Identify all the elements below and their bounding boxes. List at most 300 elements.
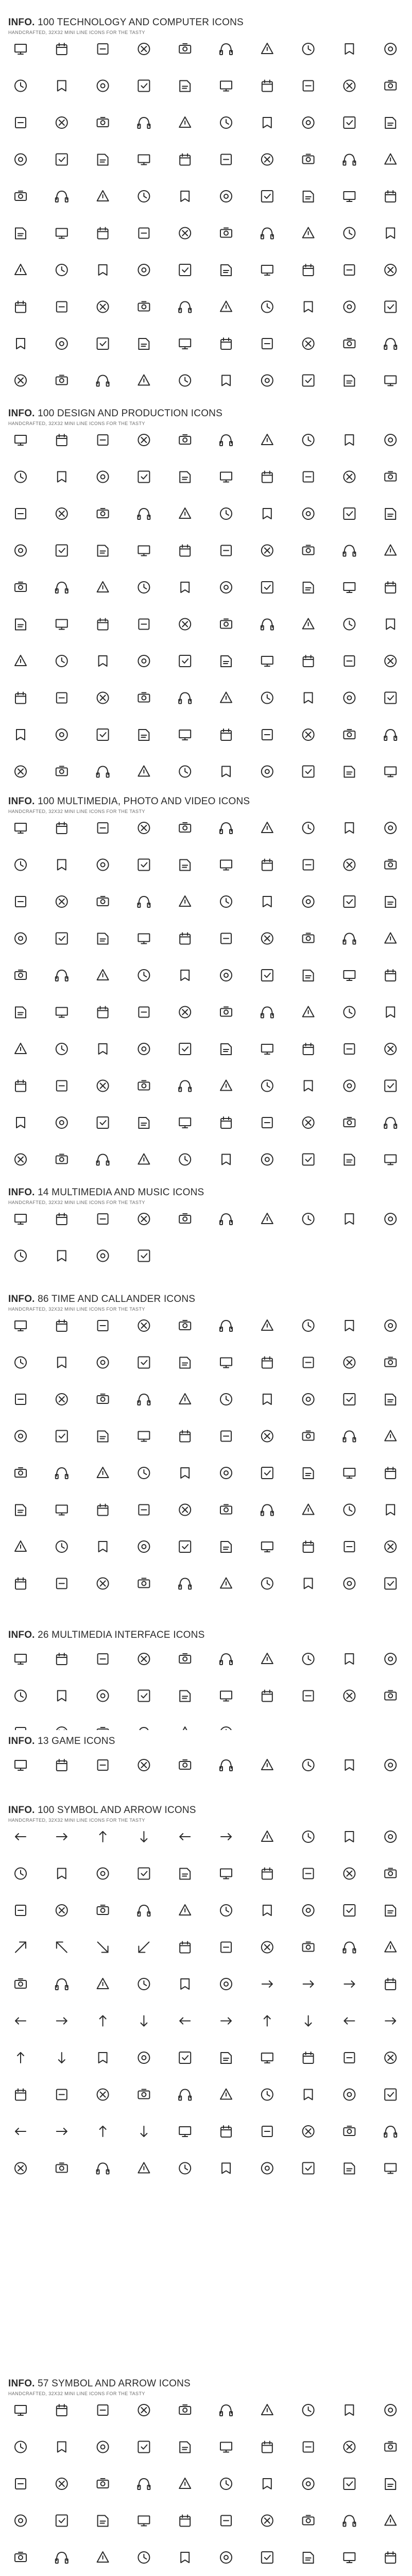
map-icon: [262, 1759, 273, 1770]
torus-icon: [261, 619, 273, 630]
arrows-h-icon: [262, 1981, 272, 1987]
film-cloud-icon: [344, 971, 355, 980]
note-icon: [15, 1214, 26, 1224]
bell-off-icon: [220, 1467, 232, 1479]
x-box-icon: [179, 2405, 191, 2414]
light-box-icon: [344, 1155, 354, 1165]
vinyl-icon: [262, 1213, 273, 1224]
grid-icon: [344, 471, 355, 483]
flash-icon: [220, 1007, 232, 1016]
repeat-icon: [58, 1691, 66, 1701]
warning-icon: [303, 2442, 314, 2452]
select-icon: [344, 2478, 355, 2489]
sync-icon: [138, 1868, 149, 1879]
clock-1-icon: [57, 1320, 67, 1331]
collapse-icon: [385, 1869, 396, 1878]
ungroup-icon: [303, 472, 314, 482]
stopwatch-x-icon: [180, 1431, 190, 1442]
magic-wand-icon: [385, 509, 396, 519]
icon-grid: [0, 817, 412, 1167]
tv-icon: [15, 375, 26, 386]
lasso-icon: [344, 508, 355, 519]
screen-icon: [97, 1080, 109, 1092]
ticket-icon: [262, 1080, 273, 1092]
drag-icon: [344, 2163, 354, 2174]
tablet-icon: [15, 191, 26, 200]
film-icon: [15, 970, 26, 979]
section-subtitle: HANDCRAFTED, 32X32 MINI LINE ICONS FOR THE TASTY: [8, 30, 145, 35]
drone-icon: [138, 264, 149, 276]
diag-ne-icon: [15, 1942, 26, 1953]
spotlight-icon: [344, 1080, 355, 1092]
calendar-event-icon: [386, 1505, 394, 1515]
video-cloud-icon: [344, 859, 355, 871]
headphones-icon: [58, 1251, 66, 1261]
lamp-icon: [303, 375, 314, 386]
protractor-icon: [303, 655, 314, 667]
glue-icon: [262, 692, 273, 704]
info-icon: [138, 2442, 149, 2453]
saw-icon: [138, 693, 149, 702]
link-icon: [304, 302, 313, 312]
vinyl-icon: [262, 375, 273, 386]
tv-icon: [138, 1081, 149, 1090]
box-right-icon: [263, 1905, 271, 1916]
history-icon: [220, 1578, 232, 1588]
mockup-icon: [385, 545, 396, 555]
loop-icon: [345, 1832, 353, 1842]
alarm-user-icon: [344, 1394, 355, 1405]
cloud-music-icon: [303, 1213, 314, 1225]
section-subtitle: HANDCRAFTED, 32X32 MINI LINE ICONS FOR THE TASTY: [8, 809, 145, 814]
download-icon: [179, 302, 191, 313]
image-plus-icon: [262, 933, 273, 944]
battery-full-icon: [139, 338, 149, 349]
turn-right-icon: [221, 1834, 231, 1840]
circle-arrow-2-icon: [58, 1869, 66, 1879]
image-x-icon: [385, 933, 396, 943]
clip-board-icon: [344, 692, 355, 704]
resize-icon: [385, 2164, 396, 2174]
skip-back-icon: [345, 1654, 353, 1664]
alarm-minus-icon: [97, 1394, 109, 1403]
eraser-icon: [385, 434, 396, 446]
camera-check-icon: [303, 822, 314, 834]
settings-icon: [97, 301, 109, 313]
split-icon: [221, 1942, 231, 1953]
image-home-icon: [221, 934, 231, 944]
anchor-icon: [303, 508, 314, 519]
router-icon: [262, 191, 273, 202]
film-icon: [222, 376, 230, 386]
video-check-icon: [303, 860, 314, 870]
compass-icon: [262, 656, 273, 666]
battery-half-icon: [97, 338, 109, 349]
heart-icon: [138, 1759, 149, 1771]
clapper-icon: [15, 1080, 26, 1092]
negative-icon: [138, 1154, 149, 1164]
plus-box-icon: [220, 2405, 232, 2416]
hourglass-half-icon: [303, 1431, 314, 1440]
double-up-icon: [264, 2016, 270, 2026]
x-circle-icon: [97, 2089, 109, 2100]
folder-star-icon: [385, 896, 396, 907]
film-check-icon: [303, 970, 314, 981]
caret-down-icon: [59, 2053, 65, 2063]
camera-lock-icon: [179, 823, 191, 832]
icon-grid: [0, 1648, 412, 1730]
plus-icon: [385, 2404, 396, 2416]
brightness-icon: [344, 1044, 354, 1054]
forward-icon: [221, 1117, 231, 1128]
text-icon: [15, 545, 26, 556]
camera-settings-icon: [98, 823, 108, 833]
printer-3d-icon: [15, 619, 26, 630]
check-icon: [138, 2404, 149, 2416]
prism-icon: [303, 619, 314, 629]
drill-icon: [179, 693, 191, 704]
calendar-x-icon: [179, 1504, 191, 1516]
section-title: INFO. 100 MULTIMEDIA, PHOTO AND VIDEO ICONS: [8, 796, 250, 807]
enter-icon: [15, 1979, 26, 1988]
square-right-icon: [303, 2052, 314, 2063]
image-chart-icon: [138, 934, 149, 944]
clock-user-icon: [385, 1358, 396, 1367]
bucket-icon: [138, 434, 149, 446]
prev-icon: [179, 1654, 191, 1663]
code-icon: [385, 264, 396, 276]
cloud-icon: [303, 264, 314, 276]
calendar-month-icon: [303, 1504, 314, 1515]
wifi-icon: [303, 191, 314, 202]
diag-sw-icon: [139, 1942, 149, 1953]
laptop-user-icon: [58, 81, 66, 91]
crop-icon: [303, 434, 314, 446]
dice-icon: [179, 1760, 191, 1769]
refresh-icon: [56, 2515, 67, 2527]
check-circle-icon: [138, 2090, 149, 2099]
star-icon: [220, 2552, 232, 2563]
calendar-edit-icon: [262, 1542, 273, 1552]
bottom-icon: [179, 2163, 191, 2174]
import-icon: [181, 1979, 189, 1989]
joystick-icon: [56, 264, 67, 276]
deadline-icon: [138, 1579, 149, 1588]
play-circle-icon: [98, 1214, 108, 1224]
power-icon: [97, 1690, 109, 1702]
back-icon: [384, 2126, 397, 2137]
equalizer-icon: [15, 1250, 26, 1262]
director-chair-icon: [385, 1080, 396, 1092]
light-icon: [344, 730, 355, 739]
folder-check-icon: [263, 896, 271, 907]
film-chart-icon: [138, 970, 149, 981]
projector-icon: [386, 228, 394, 239]
stopwatch-check-icon: [138, 1432, 149, 1442]
wall-clock-icon: [262, 1578, 273, 1589]
ban-icon: [97, 2442, 109, 2453]
camera-home-icon: [220, 823, 232, 834]
canvas-icon: [343, 546, 355, 556]
divide-icon: [15, 2479, 26, 2489]
playlist-icon: [384, 1117, 397, 1128]
equal-icon: [56, 2478, 67, 2489]
laptop-chart-icon: [138, 80, 149, 92]
microphone-icon: [97, 1250, 109, 1262]
question-circle-icon: [262, 2089, 273, 2100]
brush-icon: [98, 435, 108, 445]
folder-heart-icon: [179, 896, 191, 906]
target-icon: [138, 2552, 149, 2563]
cinema-icon: [304, 1081, 313, 1091]
swap-icon: [385, 1942, 396, 1952]
list-icon: [180, 2515, 190, 2527]
gem-icon: [386, 619, 394, 630]
camera-icon: [15, 823, 26, 833]
pin-icon: [343, 2516, 355, 2527]
arrow-down-icon: [141, 1832, 147, 1842]
double-right-icon: [221, 2018, 231, 2024]
align-right-icon: [180, 472, 190, 483]
video-settings-icon: [97, 859, 109, 871]
alarm-x-icon: [179, 1394, 191, 1404]
image-check-icon: [303, 934, 314, 943]
diag-nw-icon: [57, 1942, 67, 1953]
download-icon: [262, 1868, 272, 1879]
monitor-chart-icon: [138, 117, 150, 128]
box-corner-icon: [303, 1905, 314, 1916]
equalizer-icon: [97, 1727, 109, 1730]
refresh-icon: [385, 1831, 396, 1842]
hourglass-icon: [221, 1431, 231, 1442]
alert-circle-icon: [179, 2090, 191, 2100]
artboard-icon: [303, 546, 314, 555]
video-home-icon: [220, 860, 232, 870]
laptop-settings-icon: [97, 80, 109, 92]
shadow-icon: [262, 582, 273, 593]
smartwatch-icon: [97, 191, 109, 201]
section-tech: [0, 17, 412, 398]
alarm-icon: [15, 1394, 26, 1404]
guides-icon: [385, 472, 396, 481]
box-expand-icon: [344, 1905, 355, 1916]
tape-icon: [220, 692, 232, 703]
double-down-icon: [305, 2016, 312, 2026]
record-icon: [16, 1117, 25, 1128]
vector-icon: [58, 472, 66, 482]
bell-icon: [15, 1468, 26, 1477]
record-icon: [57, 1653, 67, 1665]
check-mark-icon: [303, 2404, 314, 2416]
phone-icon: [56, 191, 68, 202]
alarm-bell-icon: [303, 1394, 314, 1405]
shuffle-icon: [344, 1690, 355, 1702]
mug-icon: [15, 766, 26, 777]
move-icon: [180, 1942, 190, 1953]
section-subtitle: HANDCRAFTED, 32X32 MINI LINE ICONS FOR THE TASTY: [8, 1200, 145, 1205]
pause-icon: [97, 1117, 109, 1128]
film-home-icon: [220, 970, 232, 981]
flag-icon: [262, 2552, 273, 2563]
desktop-cloud-icon: [345, 44, 353, 54]
adjust-icon: [303, 1043, 314, 1055]
speaker-icon: [385, 1213, 396, 1225]
grab-icon: [263, 2479, 271, 2489]
lens-icon: [344, 1007, 355, 1018]
flip-icon: [262, 1044, 273, 1054]
top-icon: [138, 2163, 149, 2173]
sunrise-icon: [385, 1578, 396, 1589]
pause-icon: [138, 1653, 149, 1665]
zoom-icon: [222, 2163, 230, 2174]
curve-down-icon: [141, 2126, 147, 2137]
satellite-icon: [179, 264, 191, 276]
send-icon: [385, 2479, 396, 2489]
pointer-icon: [179, 2478, 191, 2488]
video-icon: [15, 859, 26, 871]
laptop-lock-icon: [180, 81, 190, 92]
monitor-mail-icon: [385, 117, 396, 128]
folder-icon: [385, 692, 396, 704]
timer-icon: [261, 1007, 273, 1018]
undo-icon: [262, 1831, 273, 1841]
film-plus-icon: [262, 970, 273, 981]
check-double-icon: [262, 2442, 272, 2453]
gamepad-icon: [15, 1760, 26, 1770]
stop-icon: [180, 2442, 190, 2453]
sync-icon: [138, 302, 149, 311]
bell-alert-icon: [385, 1467, 396, 1479]
lock-open-icon: [97, 767, 109, 777]
calendar-user-icon: [15, 1541, 26, 1551]
multiply-icon: [97, 2479, 109, 2488]
diag-se-icon: [98, 1942, 108, 1953]
terminal-icon: [15, 301, 26, 313]
battery-plus-icon: [221, 338, 231, 349]
desktop-plus-icon: [262, 43, 273, 54]
frame-icon: [262, 545, 273, 556]
ghost-icon: [57, 1759, 67, 1771]
calendar-week-icon: [261, 1505, 273, 1516]
folder-lock-icon: [138, 896, 150, 907]
image-settings-icon: [98, 934, 108, 944]
zoom-in-icon: [139, 1007, 149, 1018]
arrows-all-icon: [344, 1981, 354, 1987]
laptop-plus-icon: [262, 80, 272, 92]
layers-icon: [15, 471, 26, 483]
tablet-pen-icon: [56, 729, 67, 740]
chevron-up-icon: [100, 2016, 106, 2026]
icon-grid: [0, 2399, 412, 2576]
bell-plus-icon: [56, 1468, 68, 1479]
return-icon: [344, 2126, 355, 2136]
battery-empty-icon: [16, 338, 25, 349]
hand-icon: [220, 2478, 232, 2489]
camera-x-icon: [385, 822, 396, 834]
film-x-icon: [385, 970, 396, 981]
upload-icon: [220, 301, 232, 312]
section-subtitle: HANDCRAFTED, 32X32 MINI LINE ICONS FOR THE TASTY: [8, 1307, 145, 1312]
section-title: INFO. 26 MULTIMEDIA INTERFACE ICONS: [8, 1630, 205, 1640]
color-swatch-icon: [15, 582, 26, 591]
circle-left-icon: [99, 2053, 107, 2063]
radio-icon: [56, 376, 67, 385]
arrow-up-icon: [100, 1832, 106, 1842]
monitor-cloud-icon: [344, 117, 355, 128]
bell-minus-icon: [97, 1467, 109, 1478]
polaroid-icon: [97, 1155, 109, 1165]
diamond-icon: [344, 619, 355, 630]
clock-11-icon: [58, 1358, 66, 1368]
bold-icon: [138, 546, 149, 556]
flag-icon: [99, 656, 107, 666]
frame-picture-icon: [221, 729, 231, 740]
cylinder-icon: [98, 619, 108, 630]
video-x-icon: [385, 860, 396, 869]
rotate-icon: [221, 1044, 231, 1055]
bell-ring-icon: [262, 1467, 273, 1479]
square-up-icon: [344, 2053, 354, 2063]
section-subtitle: HANDCRAFTED, 32X32 MINI LINE ICONS FOR THE TASTY: [8, 421, 145, 426]
exit-icon: [56, 1979, 68, 1990]
zoom-out-icon: [179, 1007, 191, 1018]
drone-icon: [385, 1155, 396, 1165]
repeat-icon: [303, 1117, 314, 1128]
desktop-icon: [15, 44, 26, 54]
contrast-icon: [385, 1043, 396, 1055]
icon-grid: [0, 1314, 412, 1608]
forward-icon: [303, 2126, 314, 2137]
battery-minus-icon: [262, 338, 272, 349]
microphone-icon: [220, 191, 232, 202]
gradient-icon: [56, 582, 68, 593]
fork-icon: [303, 1942, 314, 1952]
folder-video-icon: [56, 896, 67, 907]
desktop-lock-icon: [179, 44, 191, 53]
record-circle-icon: [138, 1213, 149, 1225]
bell-x-icon: [181, 1468, 189, 1478]
battery-check-icon: [384, 338, 397, 349]
rocket-icon: [303, 766, 314, 777]
speaker-icon: [181, 191, 189, 201]
stop-icon: [98, 1654, 108, 1664]
fan-icon: [344, 376, 354, 386]
rewind-icon: [262, 1653, 273, 1664]
tag-icon: [138, 655, 149, 667]
charger-icon: [385, 301, 396, 313]
film-lock-icon: [181, 970, 189, 980]
zoom-out-icon: [97, 2552, 109, 2562]
clock-x-icon: [262, 1357, 272, 1368]
pen-icon: [57, 434, 67, 446]
clock-12-icon: [97, 1357, 109, 1368]
monitor-plus-icon: [263, 117, 271, 128]
sketchbook-icon: [16, 730, 25, 740]
aperture-icon: [15, 1007, 26, 1018]
projector-icon: [57, 1081, 67, 1091]
calendar-year-icon: [344, 1504, 355, 1516]
memory-icon: [262, 1154, 273, 1165]
desktop-home-icon: [220, 44, 232, 55]
reload-icon: [97, 1868, 109, 1879]
chest-icon: [98, 1760, 108, 1770]
alarm-snooze-icon: [263, 1394, 271, 1404]
box-out-icon: [97, 1905, 109, 1914]
heart-icon: [15, 655, 26, 666]
focus-icon: [98, 1007, 108, 1018]
calendar-share-icon: [385, 1541, 396, 1552]
square-left-icon: [262, 2053, 273, 2063]
